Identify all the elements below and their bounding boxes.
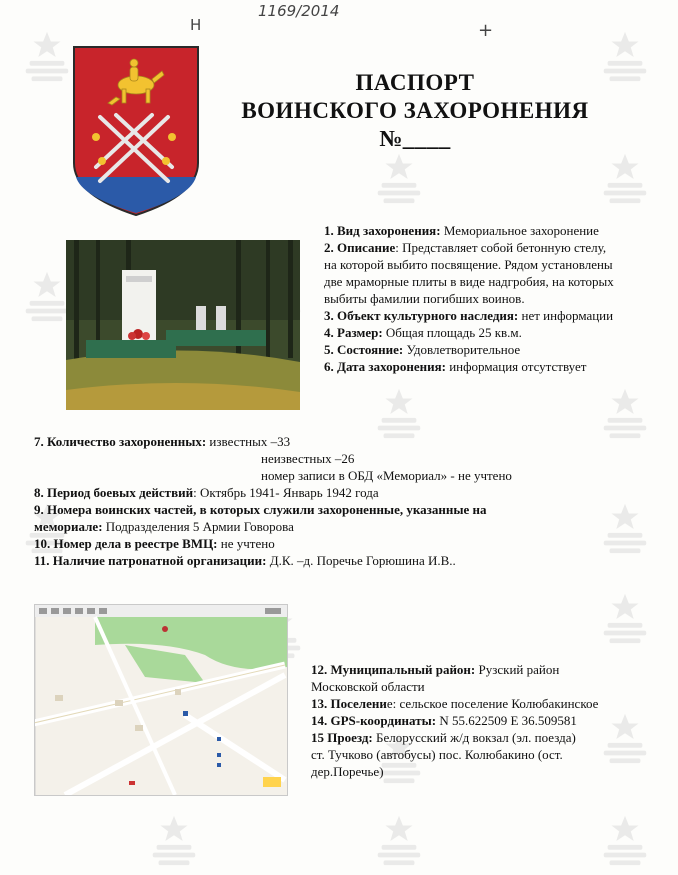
list-item: дер.Поречье): [311, 764, 384, 779]
list-item: 7. Количество захороненных: известных –33: [34, 434, 291, 449]
memorial-watermark-icon: [145, 812, 203, 870]
list-item: две мраморные плиты в виде надгробия, на которых: [324, 274, 614, 289]
items-top: [324, 222, 614, 375]
list-item: 1. Вид захоронения: Мемориальное захоронение: [324, 223, 599, 238]
items-bottom: [311, 661, 598, 780]
list-item: 6. Дата захоронения: информация отсутствует: [324, 359, 587, 374]
list-item: 3. Объект культурного наследия: нет информации: [324, 308, 614, 323]
list-item: номер записи в ОБД «Мемориал» - не учтено: [261, 468, 512, 483]
memorial-watermark-icon: [370, 812, 428, 870]
memorial-watermark-icon: [596, 590, 654, 648]
list-item: 2. Описание: Представляет собой бетонную стелу,: [324, 240, 607, 255]
memorial-photo: [66, 240, 300, 410]
list-item: 9. Номера воинских частей, в которых служили захороненные, указанные на: [34, 502, 487, 517]
list-item: 15 Проезд: Белорусский ж/д вокзал (эл. поезда): [311, 730, 576, 745]
list-item: на которой выбито посвящение. Рядом установлены: [324, 257, 613, 272]
memorial-watermark-icon: [596, 500, 654, 558]
memorial-watermark-icon: [596, 812, 654, 870]
map-marker-icon: [162, 626, 168, 632]
list-item: 11. Наличие патронатной организации: Д.К. –д. Поречье Горюшина И.В..: [34, 553, 456, 568]
list-item: 10. Номер дела в реестре ВМЦ: не учтено: [34, 536, 275, 551]
list-item: 12. Муниципальный район: Рузский район: [311, 662, 560, 677]
handwritten-reference: 1169/2014: [258, 2, 340, 20]
list-item: 8. Период боевых действий: Октябрь 1941- Январь 1942 года: [34, 485, 379, 500]
memorial-watermark-icon: [596, 385, 654, 443]
list-item: Московской области: [311, 679, 425, 694]
document-title-line2: ВОИНСКОГО ЗАХОРОНЕНИЯ: [241, 98, 589, 123]
list-item: 4. Размер: Общая площадь 25 кв.м.: [324, 325, 522, 340]
list-item: неизвестных –26: [261, 451, 355, 466]
list-item: ст. Тучково (автобусы) пос. Колюбакино (ост.: [311, 747, 563, 762]
document-title-line1: ПАСПОРТ: [355, 70, 475, 95]
items-middle: [34, 433, 512, 569]
memorial-watermark-icon: [596, 710, 654, 768]
handwritten-mark-right: +: [478, 20, 494, 41]
list-item: мемориале: Подразделения 5 Армии Говорова: [34, 519, 294, 534]
memorial-watermark-icon: [370, 150, 428, 208]
location-map: [34, 604, 288, 796]
list-item: 5. Состояние: Удовлетворительное: [324, 342, 521, 357]
memorial-watermark-icon: [18, 28, 76, 86]
memorial-watermark-icon: [596, 150, 654, 208]
list-item: 14. GPS-координаты: N 55.622509 E 36.509581: [311, 713, 577, 728]
coat-of-arms-icon: [72, 45, 200, 217]
list-item: 13. Поселение: сельское поселение Колюбакинское: [311, 696, 599, 711]
document-number: №____: [379, 126, 451, 151]
list-item: выбиты фамилии погибших воинов.: [324, 291, 525, 306]
handwritten-mark-left: Н: [190, 16, 202, 34]
